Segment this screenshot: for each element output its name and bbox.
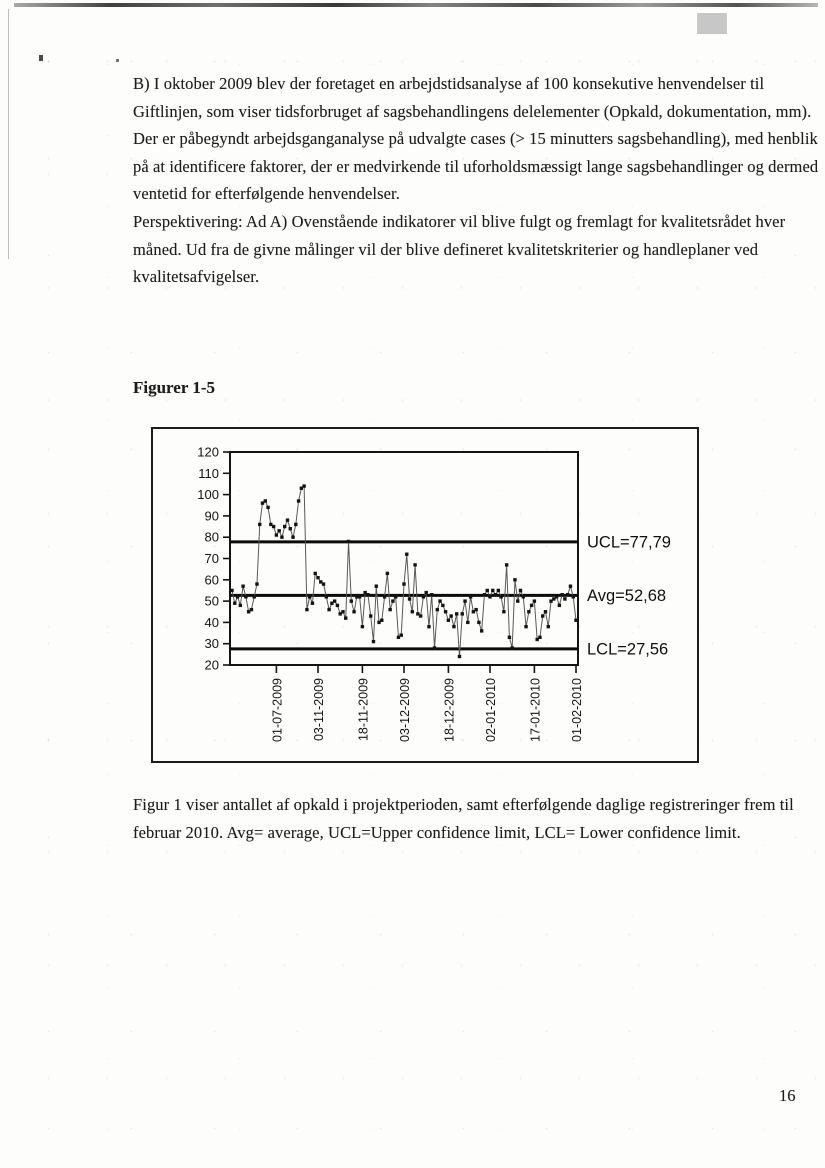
data-point-marker bbox=[250, 608, 253, 611]
data-point-marker bbox=[519, 589, 522, 592]
x-tick-label: 18-12-2009 bbox=[442, 678, 457, 742]
data-point-marker bbox=[400, 633, 403, 636]
y-tick-label: 30 bbox=[204, 636, 219, 652]
data-point-marker bbox=[461, 612, 464, 615]
data-point-marker bbox=[505, 563, 508, 566]
data-point-marker bbox=[388, 608, 391, 611]
data-point-marker bbox=[294, 523, 297, 526]
data-point-marker bbox=[333, 599, 336, 602]
data-point-marker bbox=[483, 593, 486, 596]
data-point-marker bbox=[327, 608, 330, 611]
data-point-marker bbox=[566, 593, 569, 596]
data-point-marker bbox=[427, 625, 430, 628]
data-point-marker bbox=[541, 614, 544, 617]
scan-artifact-left-edge bbox=[8, 9, 9, 259]
data-point-marker bbox=[491, 589, 494, 592]
x-tick-label: 02-01-2010 bbox=[484, 678, 498, 742]
data-point-marker bbox=[569, 584, 572, 587]
x-tick-label: 01-07-2009 bbox=[270, 678, 285, 742]
data-point-marker bbox=[244, 595, 247, 598]
data-point-marker bbox=[488, 595, 491, 598]
data-point-marker bbox=[522, 595, 525, 598]
data-point-marker bbox=[516, 599, 519, 602]
series-line bbox=[232, 486, 576, 656]
y-tick-label: 50 bbox=[204, 593, 219, 609]
data-point-marker bbox=[430, 593, 433, 596]
data-point-marker bbox=[336, 604, 339, 607]
data-point-marker bbox=[344, 616, 347, 619]
data-point-marker bbox=[524, 625, 527, 628]
data-point-marker bbox=[494, 593, 497, 596]
data-point-marker bbox=[527, 610, 530, 613]
data-point-marker bbox=[441, 604, 444, 607]
data-point-marker bbox=[466, 621, 469, 624]
data-point-marker bbox=[266, 506, 269, 509]
data-point-marker bbox=[502, 610, 505, 613]
data-point-marker bbox=[530, 604, 533, 607]
scan-artifact-top-edge bbox=[14, 3, 818, 7]
data-point-marker bbox=[413, 563, 416, 566]
data-point-marker bbox=[480, 629, 483, 632]
x-tick-label: 17-01-2010 bbox=[528, 678, 543, 742]
scan-artifact-speck bbox=[39, 55, 43, 61]
data-point-marker bbox=[555, 595, 558, 598]
x-tick-label: 03-11-2009 bbox=[312, 678, 326, 742]
data-point-marker bbox=[239, 604, 242, 607]
data-point-marker bbox=[469, 595, 472, 598]
data-point-marker bbox=[347, 540, 350, 543]
data-point-marker bbox=[286, 518, 289, 521]
paragraph-line: måned. Ud fra de givne målinger vil der blive defineret kvalitetskriterier og handleplaner ved bbox=[133, 239, 759, 259]
data-point-marker bbox=[474, 608, 477, 611]
series-markers bbox=[230, 484, 577, 658]
figure-box bbox=[151, 427, 699, 763]
data-point-marker bbox=[375, 584, 378, 587]
y-tick-label: 100 bbox=[197, 487, 219, 503]
data-point-marker bbox=[383, 595, 386, 598]
paragraph-line: på at identificere faktorer, der er medvirkende til uforholdsmæssigt lange sagsbehandlinger og dermed bbox=[133, 156, 819, 176]
data-point-marker bbox=[424, 591, 427, 594]
data-point-marker bbox=[302, 484, 305, 487]
data-point-marker bbox=[463, 599, 466, 602]
data-point-marker bbox=[422, 595, 425, 598]
data-point-marker bbox=[380, 619, 383, 622]
data-point-marker bbox=[394, 595, 397, 598]
body-paragraph bbox=[133, 70, 819, 291]
data-point-marker bbox=[436, 608, 439, 611]
x-axis bbox=[270, 666, 584, 742]
data-point-marker bbox=[369, 614, 372, 617]
data-point-marker bbox=[277, 529, 280, 532]
data-point-marker bbox=[513, 578, 516, 581]
data-point-marker bbox=[455, 612, 458, 615]
data-point-marker bbox=[322, 582, 325, 585]
data-point-marker bbox=[411, 610, 414, 613]
data-point-marker bbox=[316, 576, 319, 579]
data-point-marker bbox=[350, 599, 353, 602]
data-point-marker bbox=[252, 595, 255, 598]
data-point-marker bbox=[405, 553, 408, 556]
data-point-marker bbox=[272, 525, 275, 528]
control-lines bbox=[230, 533, 671, 658]
control-line-label: LCL=27,56 bbox=[587, 640, 669, 659]
data-point-marker bbox=[280, 536, 283, 539]
page-number: 16 bbox=[779, 1086, 796, 1105]
y-tick-label: 60 bbox=[204, 572, 219, 588]
data-point-marker bbox=[486, 589, 489, 592]
data-point-marker bbox=[497, 589, 500, 592]
x-tick-label: 01-02-2010 bbox=[570, 678, 584, 742]
figure-caption bbox=[133, 791, 794, 847]
data-point-marker bbox=[391, 599, 394, 602]
data-point-marker bbox=[444, 610, 447, 613]
data-point-marker bbox=[452, 625, 455, 628]
data-point-marker bbox=[477, 621, 480, 624]
y-axis bbox=[197, 445, 229, 673]
data-point-marker bbox=[358, 595, 361, 598]
data-point-marker bbox=[449, 614, 452, 617]
y-tick-label: 90 bbox=[204, 508, 219, 524]
data-point-marker bbox=[289, 527, 292, 530]
control-line-label: UCL=77,79 bbox=[587, 533, 671, 552]
scan-artifact-speck bbox=[116, 59, 119, 62]
data-point-marker bbox=[538, 636, 541, 639]
paragraph-line: Giftlinjen, som viser tidsforbruget af sagsbehandlingens delelementer (Opkald, dokumentation, mm). bbox=[133, 101, 812, 121]
data-point-marker bbox=[311, 602, 314, 605]
data-point-marker bbox=[547, 625, 550, 628]
x-tick-label: 18-11-2009 bbox=[356, 678, 371, 742]
data-point-marker bbox=[291, 536, 294, 539]
data-point-marker bbox=[447, 619, 450, 622]
paragraph-line: Perspektivering: Ad A) Ovenstående indikatorer vil blive fulgt og fremlagt for kvalitetsrådet hver bbox=[133, 211, 786, 231]
data-point-marker bbox=[305, 608, 308, 611]
data-point-marker bbox=[560, 593, 563, 596]
data-point-marker bbox=[510, 646, 513, 649]
data-point-marker bbox=[241, 584, 244, 587]
data-point-marker bbox=[352, 610, 355, 613]
paragraph-line: B) I oktober 2009 blev der foretaget en arbejdstidsanalyse af 100 konsekutive henvendelser til bbox=[133, 74, 765, 93]
data-point-marker bbox=[258, 523, 261, 526]
paragraph-line: Der er påbegyndt arbejdsganganalyse på udvalgte cases (> 15 minutters sagsbehandling), med henblik bbox=[133, 129, 818, 149]
data-point-marker bbox=[419, 614, 422, 617]
data-point-marker bbox=[255, 582, 258, 585]
y-tick-label: 70 bbox=[204, 551, 219, 566]
data-point-marker bbox=[283, 525, 286, 528]
data-point-marker bbox=[297, 499, 300, 502]
data-point-marker bbox=[402, 582, 405, 585]
y-tick-label: 40 bbox=[204, 614, 219, 630]
figure-label: Figurer 1-5 bbox=[133, 378, 215, 397]
data-point-marker bbox=[366, 593, 369, 596]
data-point-marker bbox=[386, 572, 389, 575]
data-point-marker bbox=[544, 610, 547, 613]
data-point-marker bbox=[458, 655, 461, 658]
y-tick-label: 120 bbox=[197, 444, 219, 460]
data-point-marker bbox=[408, 597, 411, 600]
scan-artifact-gray-patch bbox=[697, 13, 727, 34]
data-point-marker bbox=[574, 619, 577, 622]
data-point-marker bbox=[438, 599, 441, 602]
caption-line: februar 2010. Avg= average, UCL=Upper confidence limit, LCL= Lower confidence limit. bbox=[133, 823, 741, 842]
data-point-marker bbox=[572, 595, 575, 598]
data-point-marker bbox=[314, 572, 317, 575]
y-tick-label: 20 bbox=[204, 657, 219, 673]
control-chart bbox=[153, 429, 697, 761]
data-point-marker bbox=[361, 625, 364, 628]
data-point-marker bbox=[325, 595, 328, 598]
paragraph-line: kvalitetsafvigelser. bbox=[133, 267, 260, 287]
data-point-marker bbox=[372, 640, 375, 643]
data-point-marker bbox=[236, 595, 239, 598]
data-point-marker bbox=[341, 610, 344, 613]
data-point-marker bbox=[508, 636, 511, 639]
data-point-marker bbox=[563, 597, 566, 600]
data-point-marker bbox=[230, 589, 233, 592]
data-point-marker bbox=[275, 533, 278, 536]
data-point-marker bbox=[558, 604, 561, 607]
data-point-marker bbox=[499, 595, 502, 598]
data-point-marker bbox=[233, 602, 236, 605]
data-point-marker bbox=[533, 599, 536, 602]
data-point-marker bbox=[308, 595, 311, 598]
x-tick-label: 03-12-2009 bbox=[398, 678, 412, 742]
y-tick-label: 80 bbox=[204, 529, 219, 545]
plot-border bbox=[230, 452, 578, 665]
y-tick-label: 110 bbox=[198, 465, 219, 481]
paragraph-line: ventetid for efterfølgende henvendelser. bbox=[133, 184, 400, 204]
data-point-marker bbox=[433, 646, 436, 649]
data-point-marker bbox=[264, 499, 267, 502]
caption-line: Figur 1 viser antallet af opkald i projektperioden, samt efterfølgende daglige registreringer frem til bbox=[133, 795, 794, 814]
control-line-label: Avg=52,68 bbox=[587, 586, 667, 605]
